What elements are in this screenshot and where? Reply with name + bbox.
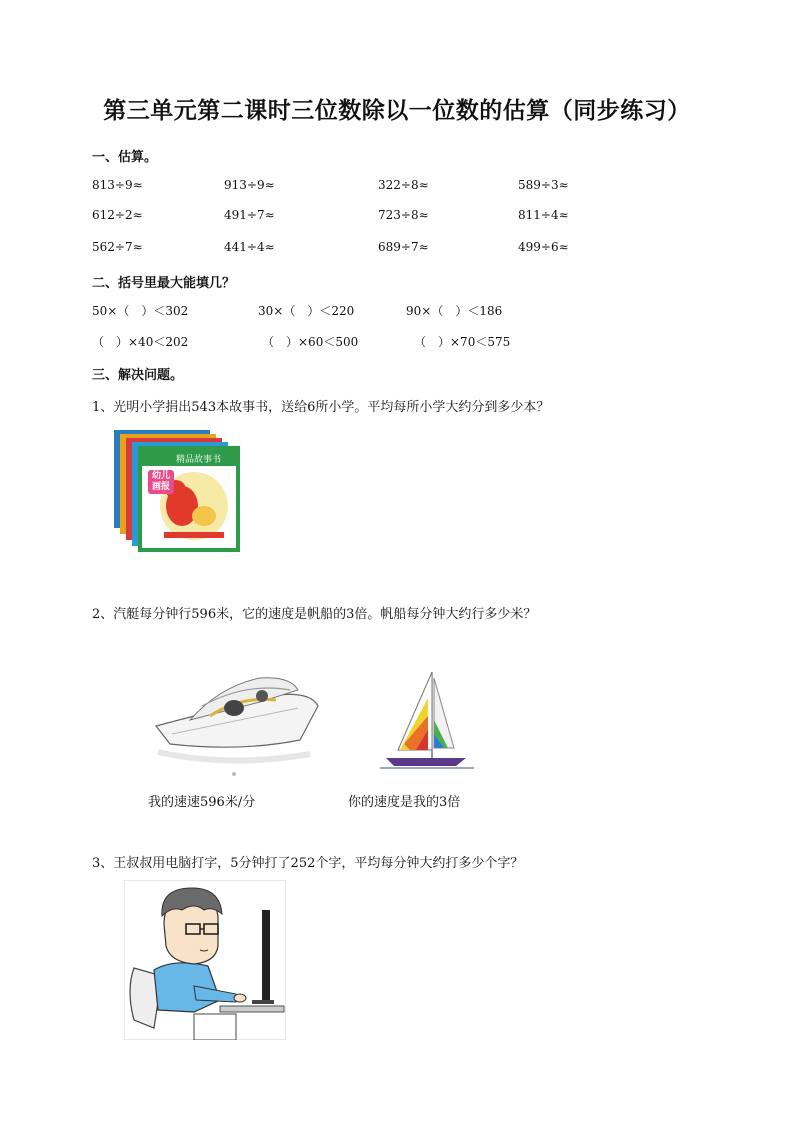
section-3-heading: 三、解决问题。 xyxy=(92,368,184,383)
section-1-heading: 一、估算。 xyxy=(92,150,158,165)
fill-blank-item: （ ）×60＜500 xyxy=(262,335,359,349)
estimate-item: 813÷9≈ xyxy=(92,178,143,192)
storybooks-illustration xyxy=(112,428,246,554)
fill-blank-item: （ ）×70＜575 xyxy=(414,335,511,349)
book-cover-title: 精品故事书 xyxy=(176,455,222,465)
page-title: 第三单元第二课时三位数除以一位数的估算（同步练习） xyxy=(103,98,691,124)
book-cover-logo: 幼儿画报 xyxy=(148,470,174,494)
question-2-text: 2、汽艇每分钟行596米，它的速度是帆船的3倍。帆船每分钟大约行多少米？ xyxy=(92,607,537,622)
estimate-item: 811÷4≈ xyxy=(518,208,569,222)
fill-blank-item: 90×（ ）＜186 xyxy=(406,304,503,318)
estimate-item: 322÷8≈ xyxy=(378,178,429,192)
estimate-item: 491÷7≈ xyxy=(224,208,275,222)
estimate-item: 589÷3≈ xyxy=(518,178,569,192)
sailboat-illustration xyxy=(378,668,478,776)
fill-blank-item: 30×（ ）＜220 xyxy=(258,304,355,318)
sailboat-caption: 你的速度是我的3倍 xyxy=(348,795,461,810)
estimate-item: 689÷7≈ xyxy=(378,240,429,254)
fill-blank-item: （ ）×40＜202 xyxy=(92,335,189,349)
motorboat-caption: 我的速速596米/分 xyxy=(148,795,256,810)
fill-blank-item: 50×（ ）＜302 xyxy=(92,304,189,318)
estimate-item: 499÷6≈ xyxy=(518,240,569,254)
motorboat-illustration xyxy=(150,656,322,778)
estimate-item: 562÷7≈ xyxy=(92,240,143,254)
estimate-item: 913÷9≈ xyxy=(224,178,275,192)
estimate-item: 441÷4≈ xyxy=(224,240,275,254)
question-3-text: 3、王叔叔用电脑打字，5分钟打了252个字，平均每分钟大约打多少个字？ xyxy=(92,856,524,871)
estimate-item: 612÷2≈ xyxy=(92,208,143,222)
question-1-text: 1、光明小学捐出543本故事书，送给6所小学。平均每所小学大约分到多少本？ xyxy=(92,400,550,415)
section-2-heading: 二、括号里最大能填几？ xyxy=(92,276,236,291)
estimate-item: 723÷8≈ xyxy=(378,208,429,222)
man-typing-illustration xyxy=(124,880,286,1040)
